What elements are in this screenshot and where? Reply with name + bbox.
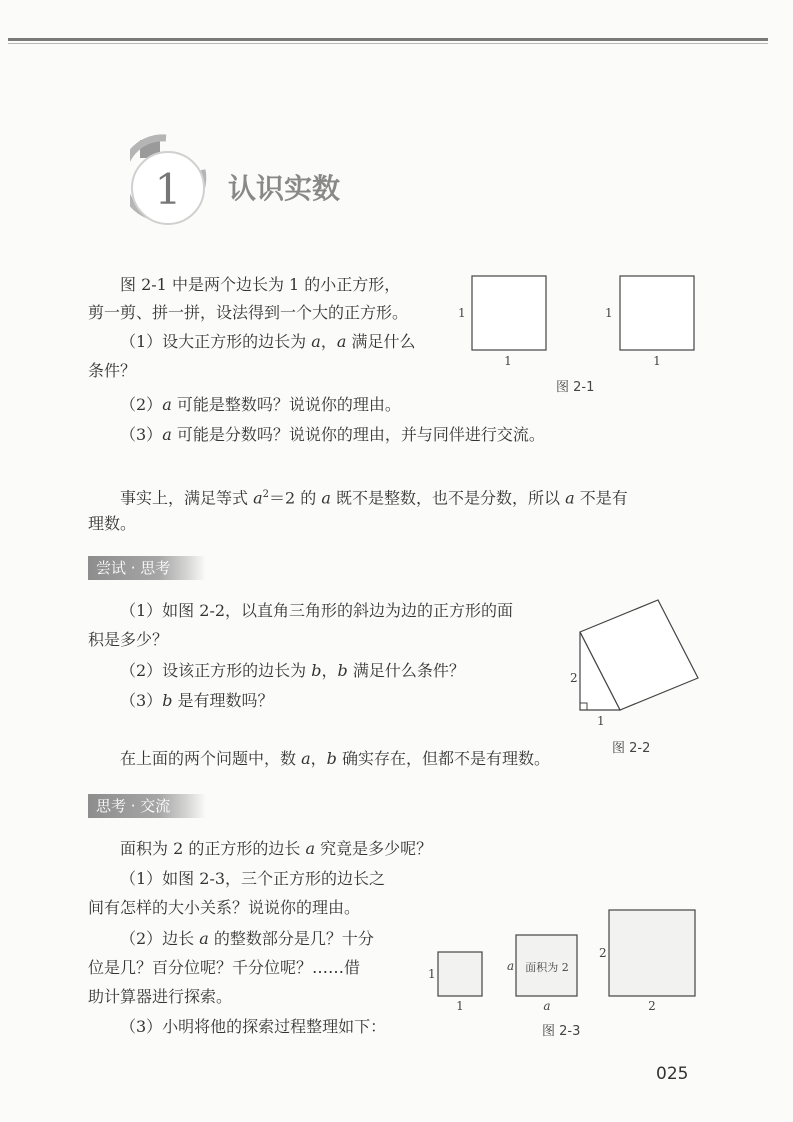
discuss-question-2-cont2: 助计算器进行探索。 (88, 987, 233, 1006)
intro-question-3: （3）a 可能是分数吗？说说你的理由，并与同伴进行交流。 (120, 425, 545, 444)
figure-2-3-caption: 图 2-3 (542, 1024, 581, 1039)
try-question-3: （3）b 是有理数吗？ (120, 691, 274, 710)
fig3-large-bottom-label: 2 (648, 999, 656, 1013)
intro-line2: 剪一剪、拼一拼，设法得到一个大的正方形。 (88, 303, 409, 322)
try-question-2: （2）设该正方形的边长为 b，b 满足什么条件？ (120, 661, 465, 680)
discuss-question-2: （2）边长 a 的整数部分是几？十分 (120, 929, 374, 948)
figure-2-2 (560, 590, 710, 730)
discuss-question-1: （1）如图 2-3，三个正方形的边长之 (120, 869, 386, 888)
fig2-horizontal-leg-label: 1 (597, 714, 605, 728)
figure-2-1-caption: 图 2-1 (556, 380, 595, 395)
fig3-middle-side-label: a (507, 959, 515, 973)
fig1-right-side-label: 1 (605, 306, 613, 320)
fig1-square-left (472, 276, 546, 350)
fig3-small-side-label: 1 (428, 967, 436, 981)
discuss-lead: 面积为 2 的正方形的边长 a 究竟是多少呢？ (120, 839, 433, 858)
intro-question-1: （1）设大正方形的边长为 a，a 满足什么 (120, 332, 416, 351)
fig1-square-right (620, 276, 694, 350)
fig3-large-side-label: 2 (599, 946, 607, 960)
try-question-1-cont: 积是多少？ (88, 630, 169, 649)
fig3-small-bottom-label: 1 (456, 999, 464, 1013)
discuss-question-1-cont: 间有怎样的大小关系？说说你的理由。 (88, 898, 361, 917)
discuss-question-2-cont: 位是几？百分位呢？千分位呢？……借 (88, 958, 361, 977)
figure-2-2-caption: 图 2-2 (612, 741, 651, 756)
try-think-label: 尝试 · 思考 (88, 556, 206, 580)
try-summary: 在上面的两个问题中，数 a，b 确实存在，但都不是有理数。 (120, 749, 550, 768)
header-rule (8, 38, 768, 41)
fact-line2: 理数。 (88, 514, 137, 533)
try-question-1: （1）如图 2-2，以直角三角形的斜边为边的正方形的面 (120, 601, 514, 620)
figure-2-3 (420, 900, 710, 1018)
section-heading (130, 130, 390, 230)
think-discuss-label: 思考 · 交流 (88, 794, 206, 818)
fig3-middle-bottom-label: a (543, 999, 551, 1013)
header-rule-thin (8, 43, 768, 44)
fig3-small-square (438, 952, 482, 996)
fig1-left-side-label: 1 (458, 306, 466, 320)
intro-question-2: （2）a 可能是整数吗？说说你的理由。 (120, 395, 401, 414)
fig3-middle-inner-label: 面积为 2 (525, 961, 569, 974)
section-title: 认识实数 (228, 172, 341, 205)
fact-line1: 事实上，满足等式 $a^2=2$ 的 a 既不是整数，也不是分数，所以 a 不是有 (120, 488, 628, 508)
intro-question-1-cont: 条件？ (88, 361, 137, 380)
page-number: 025 (656, 1064, 689, 1084)
fig1-right-bottom-label: 1 (653, 354, 661, 368)
intro-line1: 图 2-1 中是两个边长为 1 的小正方形， (120, 275, 401, 294)
fig3-large-square (609, 910, 695, 996)
discuss-question-3: （3）小明将他的探索过程整理如下： (120, 1017, 387, 1036)
section-number: 1 (154, 165, 182, 214)
fig2-vertical-leg-label: 2 (570, 671, 578, 685)
fig1-left-bottom-label: 1 (504, 354, 512, 368)
